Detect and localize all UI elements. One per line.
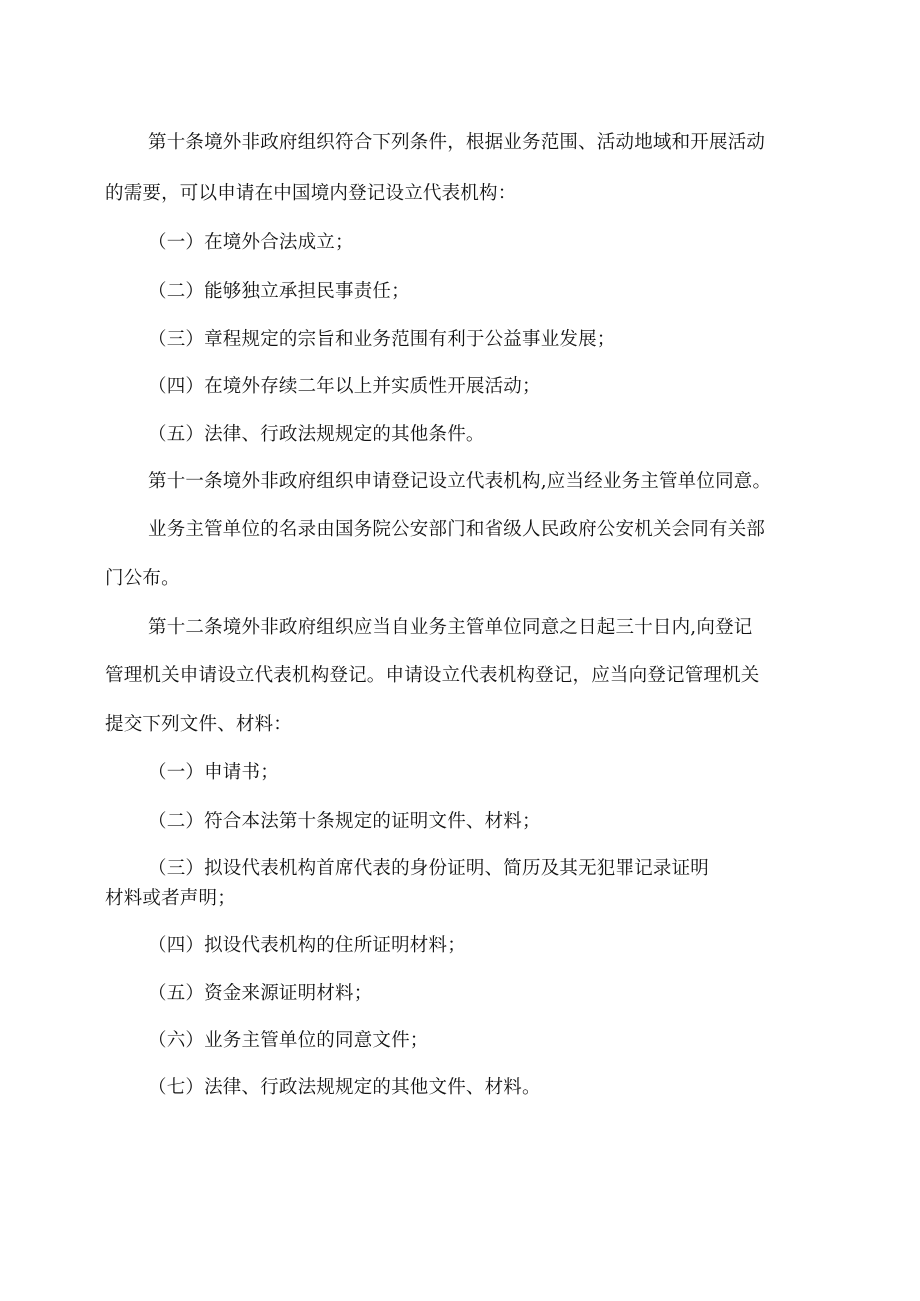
article-10-line-1: 第十条境外非政府组织符合下列条件，根据业务范围、活动地域和开展活动: [148, 132, 766, 153]
article-12-item-5: （五）资金来源证明材料；: [148, 983, 373, 1004]
article-12-item-4: （四）拟设代表机构的住所证明材料；: [148, 935, 466, 956]
article-10-item-3: （三）章程规定的宗旨和业务范围有利于公益事业发展；: [148, 329, 616, 350]
article-12-item-6: （六）业务主管单位的同意文件；: [148, 1030, 429, 1051]
article-10-item-5: （五）法律、行政法规规定的其他条件。: [148, 424, 485, 445]
article-12-item-1: （一）申请书；: [148, 762, 279, 783]
article-10-item-4: （四）在境外存续二年以上并实质性开展活动；: [148, 376, 541, 397]
article-11-para-2-line-1: 业务主管单位的名录由国务院公安部门和省级人民政府公安机关会同有关部: [148, 519, 766, 540]
article-12-item-7: （七）法律、行政法规规定的其他文件、材料。: [148, 1077, 541, 1098]
article-10-line-2: 的需要，可以申请在中国境内登记设立代表机构：: [105, 183, 517, 204]
article-11-line-1: 第十一条境外非政府组织申请登记设立代表机构,应当经业务主管单位同意。: [148, 471, 772, 492]
article-10-item-1: （一）在境外合法成立；: [148, 232, 354, 253]
article-12-line-1: 第十二条境外非政府组织应当自业务主管单位同意之日起三十日内,向登记: [148, 617, 753, 638]
article-11-para-2-line-2: 门公布。: [105, 568, 180, 589]
article-12-item-2: （二）符合本法第十条规定的证明文件、材料；: [148, 811, 541, 832]
article-12-line-3: 提交下列文件、材料：: [105, 714, 293, 735]
article-12-line-2: 管理机关申请设立代表机构登记。申请设立代表机构登记，应当向登记管理机关: [105, 665, 760, 686]
article-12-item-3-cont: 材料或者声明；: [105, 888, 236, 909]
article-12-item-3: （三）拟设代表机构首席代表的身份证明、简历及其无犯罪记录证明: [148, 858, 710, 879]
article-10-item-2: （二）能够独立承担民事责任；: [148, 281, 410, 302]
